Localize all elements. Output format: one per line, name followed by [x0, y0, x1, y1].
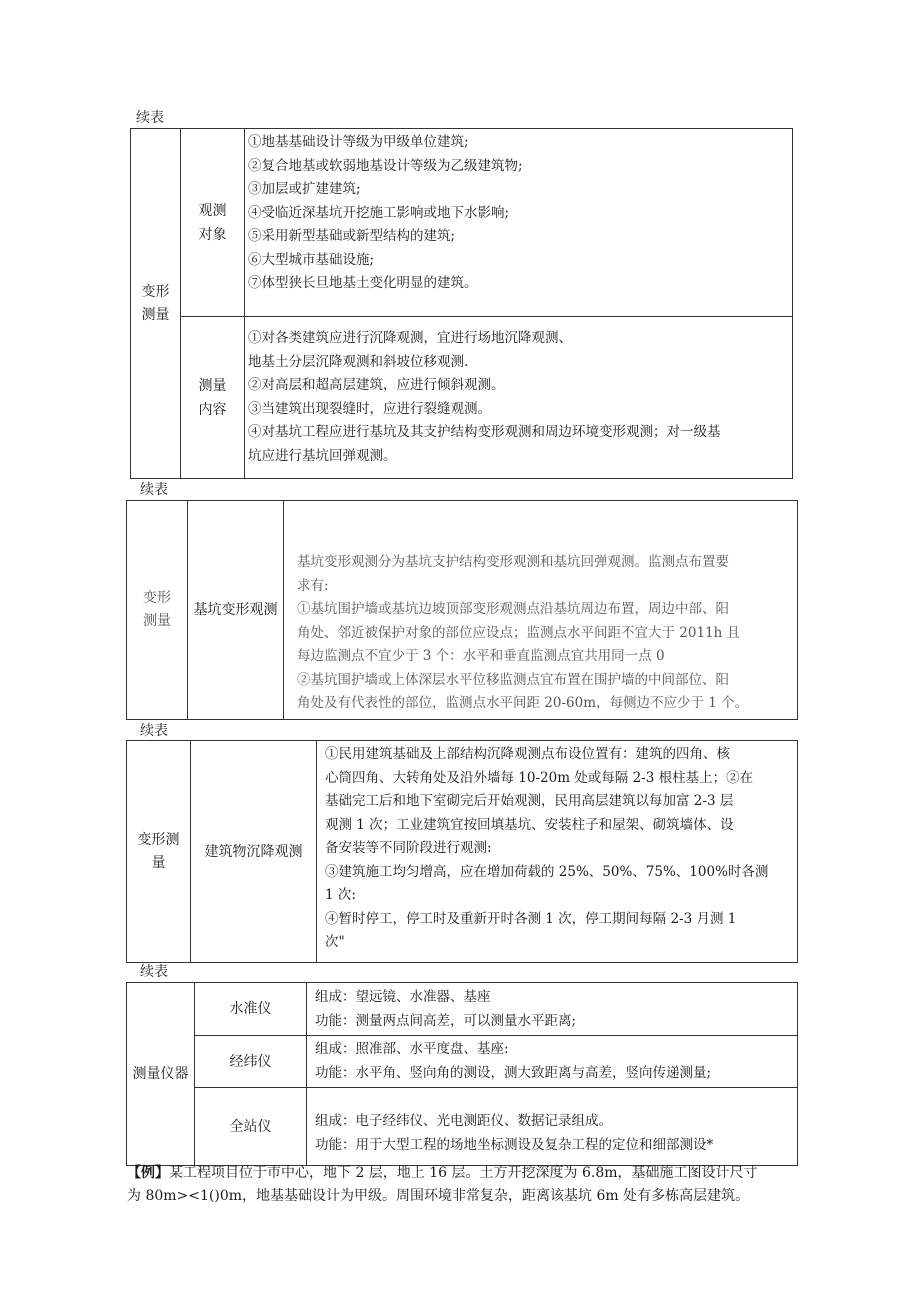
table2-caption: 续表 — [140, 482, 168, 498]
instrument-function: 功能：测量两点间高差，可以测量水平距离; — [315, 1012, 577, 1029]
example-paragraph — [127, 1162, 799, 1208]
text-line: 基坑变形观测分为基坑支护结构变形观测和基坑回弹观测。监测点布置要 — [297, 554, 729, 570]
list-item: ①对各类建筑应进行沉降观测，宜进行场地沉降观测、 — [248, 330, 572, 346]
list-item: ③加层或扩建建筑; — [248, 181, 361, 197]
table1-row1-content — [245, 129, 793, 317]
instrument-composition: 组成：电子经纬仪、光电测距仪、数据记录组成。 — [315, 1113, 612, 1129]
instrument-name: 全站仪 — [195, 1088, 307, 1166]
example-tag: 【例】 — [127, 1165, 169, 1181]
table1-row1-label: 观测对象 — [181, 129, 245, 317]
list-item: ③当建筑出现裂缝时，应进行裂缝观测。 — [248, 400, 491, 417]
text-line: ①民用建筑基础及上部结构沉降观测点布设位置有：建筑的四角、核 — [325, 746, 730, 762]
instrument-name: 经纬仪 — [195, 1036, 307, 1088]
text-line: ③建筑施工均匀增高，应在增加荷载的 25%、50%、75%、100%时各测 — [325, 863, 769, 880]
instrument-function: 功能：水平角、竖向角的测设，测大致距离与高差，竖向传递测量; — [315, 1064, 712, 1081]
text-line: ①基坑围护墙或基坑边坡顶部变形观测点沿基坑周边布置，周边中部、阳 — [297, 601, 729, 617]
list-item: ④受临近深基坑开挖施工影响或地下水影响; — [248, 204, 510, 221]
text-line: 求有: — [297, 577, 329, 594]
table4-caption: 续表 — [140, 964, 168, 980]
table3-content — [317, 741, 798, 963]
list-item: 地基土分层沉降观测和斜坡位移观测. — [248, 353, 469, 370]
table2 — [126, 500, 798, 720]
instrument-detail — [307, 1088, 798, 1166]
table2-content — [284, 501, 798, 720]
table2-label: 基坑变形观测 — [188, 501, 284, 720]
table4 — [126, 982, 798, 1166]
text-line: 基础完工后和地下室砌完后开始观测，民用高层建筑以每加富 2-3 层 — [325, 793, 734, 809]
list-item: ⑥大型城市基础设施; — [248, 251, 375, 268]
instrument-name: 水准仪 — [195, 983, 307, 1036]
text-line: 心筒四角、大转角处及沿外墙每 10-20m 处或每隔 2-3 根柱基上；②在 — [325, 769, 754, 786]
list-item: ④对基坑工程应进行基坑及其支护结构变形观测和周边环境变形观测；对一级基 — [248, 424, 721, 440]
example-line: 【例】某工程项目位于市中心，地下 2 层，地上 16 层。土方开挖深度为 6.8m，基础施工图设计尺寸 — [127, 1165, 758, 1181]
text-line: 观测 1 次；工业建筑宜按回填基坑、安装柱子和屋架、砌筑墙体、设 — [325, 816, 734, 833]
list-item: ②复合地基或软弱地基设计等级为乙级建筑物; — [248, 157, 523, 174]
table1-category: 变形测量 — [131, 129, 181, 479]
table3 — [126, 740, 798, 963]
table1-caption: 续表 — [136, 110, 164, 126]
example-line: 为 80m><1()0m，地基基础设计为甲级。周围环境非常复杂，距离该基坑 6m 处有多栋高层建筑。 — [127, 1188, 750, 1204]
text-line: 角处及有代表性的部位，监测点水平间距 20-60m，每侧边不应少于 1 个。 — [297, 695, 749, 711]
instrument-composition: 组成：望远镜、水准器、基座 — [315, 989, 491, 1005]
table1-row2-label: 测量内容 — [181, 317, 245, 479]
table3-caption: 续表 — [140, 723, 168, 739]
list-item: ⑤采用新型基础或新型结构的建筑; — [248, 228, 456, 244]
table3-label: 建筑物沉降观测 — [191, 741, 317, 963]
instrument-detail — [307, 983, 798, 1036]
list-item: ⑦体型狭长旦地基土变化明显的建筑。 — [248, 275, 478, 291]
list-item: 坑应进行基坑回弹观测。 — [248, 447, 397, 464]
table2-category: 变形测量 — [127, 501, 188, 720]
table1 — [130, 128, 793, 479]
instrument-detail — [307, 1036, 798, 1088]
instrument-function: 功能：用于大型工程的场地坐标测设及复杂工程的定位和细部测设* — [315, 1136, 714, 1153]
table1-row2-content — [245, 317, 793, 479]
instrument-composition: 组成：照准部、水平度盘、基座: — [315, 1041, 509, 1057]
list-item: ②对高层和超高层建筑，应进行倾斜观测。 — [248, 377, 505, 393]
text-line: 1 次: — [325, 887, 356, 903]
text-line: ④暂时停工，停工时及重新开时各测 1 次，停工期间每隔 2-3 月测 1 — [325, 910, 737, 927]
table3-category: 变形测量 — [127, 741, 191, 963]
list-item: ①地基基础设计等级为甲级单位建筑; — [248, 134, 469, 150]
text-line: 备安装等不同阶段进行观测: — [325, 840, 492, 856]
text-line: 次" — [325, 934, 345, 950]
text-line: 每边监测点不宜少于 3 个：水平和垂直监测点宜共用同一点 0 — [297, 648, 665, 664]
text-line: 角处、邻近被保护对象的部位应设点；监测点水平间距不宜大于 2011h 且 — [297, 624, 741, 641]
table4-category: 测量仪器 — [127, 983, 195, 1166]
text-line: ②基坑围护墙或上体深层水平位移监测点宜布置在围护墙的中间部位、阳 — [297, 671, 729, 688]
